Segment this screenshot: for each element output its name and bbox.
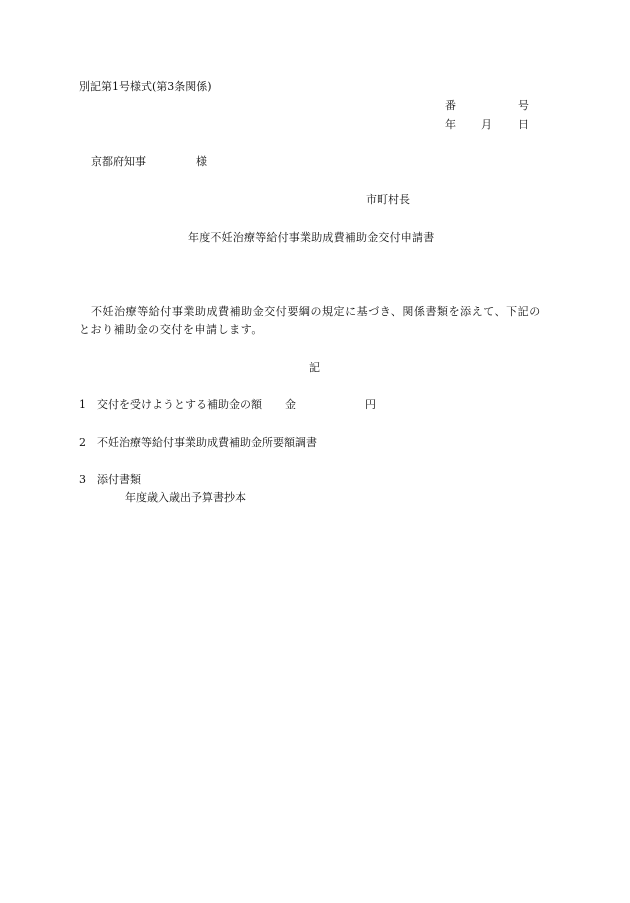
month-label: 月 bbox=[481, 118, 492, 131]
document-title: 年度不妊治療等給付事業助成費補助金交付申請書 bbox=[188, 231, 435, 244]
item-text-3: 添付書類 bbox=[97, 473, 141, 486]
amount-unit: 円 bbox=[365, 398, 376, 411]
amount-prefix: 金 bbox=[285, 398, 296, 411]
sender-label: 市町村長 bbox=[366, 193, 410, 206]
body-text-line-2: とおり補助金の交付を申請します。 bbox=[79, 323, 263, 336]
ki-heading: 記 bbox=[309, 361, 320, 374]
day-label: 日 bbox=[518, 118, 529, 131]
addressee-honorific: 様 bbox=[196, 155, 207, 168]
item-number-2: 2 bbox=[79, 436, 86, 449]
item-sub-3: 年度歳入歳出予算書抄本 bbox=[125, 491, 246, 504]
body-text-line-1: 不妊治療等給付事業助成費補助金交付要綱の規定に基づき、関係書類を添えて、下記の bbox=[91, 305, 541, 318]
item-text-1: 交付を受けようとする補助金の額 bbox=[97, 398, 262, 411]
item-text-2: 不妊治療等給付事業助成費補助金所要額調書 bbox=[97, 436, 317, 449]
number-suffix: 号 bbox=[518, 99, 529, 112]
item-number-3: 3 bbox=[79, 473, 86, 486]
number-label: 番 bbox=[445, 99, 456, 112]
addressee-name: 京都府知事 bbox=[91, 155, 146, 168]
item-number-1: 1 bbox=[79, 398, 86, 411]
year-label: 年 bbox=[445, 118, 456, 131]
form-label: 別記第1号様式(第3条関係) bbox=[79, 80, 212, 93]
